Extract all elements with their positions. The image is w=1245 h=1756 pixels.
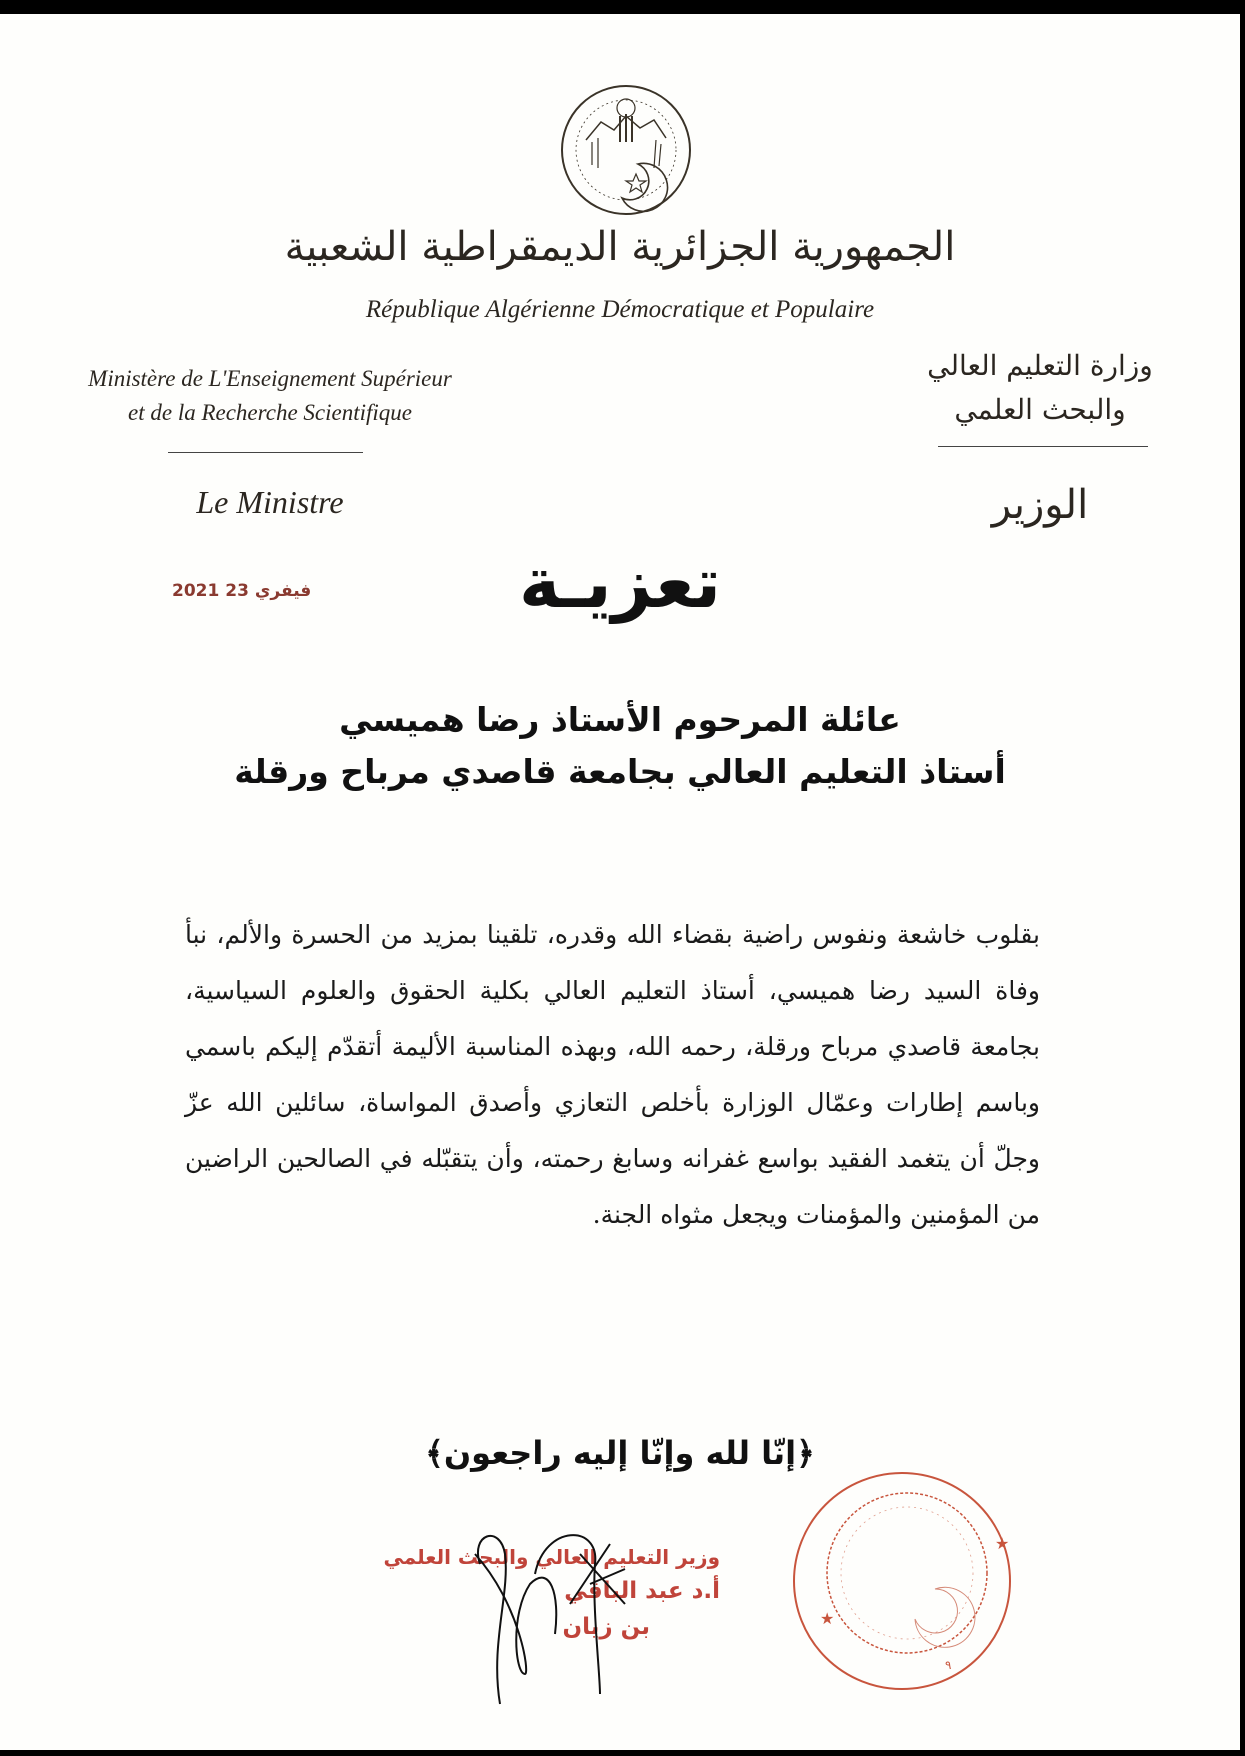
minister-title-french: Le Ministre xyxy=(196,484,344,520)
signer-surname: بن زيان xyxy=(562,1614,650,1640)
svg-text:★: ★ xyxy=(820,1609,835,1628)
addressee-line1: عائلة المرحوم الأستاذ رضا هميسي xyxy=(339,700,901,739)
document-page xyxy=(0,14,1240,1750)
ministry-ar-line2: والبحث العلمي xyxy=(954,393,1126,426)
addressee-line2: أستاذ التعليم العالي بجامعة قاصدي مرباح ورقلة xyxy=(234,752,1006,791)
ministry-name-arabic xyxy=(880,344,1200,432)
signer-title: وزير التعليم العالي والبحث العلمي xyxy=(383,1545,720,1569)
signer-name: أ.د عبد الباقي xyxy=(564,1578,720,1604)
ministry-name-french xyxy=(30,362,510,430)
divider-arabic xyxy=(938,446,1148,447)
ministry-ar-line1: وزارة التعليم العالي xyxy=(927,349,1153,382)
divider-french xyxy=(168,452,363,453)
minister-title-arabic: الوزير xyxy=(991,482,1089,528)
handwritten-signature-icon xyxy=(460,1524,660,1714)
condolence-body: بقلوب خاشعة ونفوس راضية بقضاء الله وقدره، تلقينا بمزيد من الحسرة والألم، نبأ وفاة السيد رضا هميسي، أستاذ التعليم العالي بكلية الحقوق والعلوم السياسية، بجامعة قاصدي مرباح ورقلة، رحمه الله، وبهذه المناسبة الأليمة أتقدّم إليكم باسمي وباسم إطارات وعمّال الوزارة بأخلص التعازي وأصدق المواساة، سائلين الله عزّ وجلّ أن يتغمد الفقيد بواسع غفرانه وسابغ رحمته، وأن يتقبّله في الصالحين الراضين من المؤمنين والمؤمنات ويجعل مثواه الجنة. xyxy=(185,920,1040,1229)
document-title: تعزيـة xyxy=(518,542,721,624)
republic-name-arabic: الجمهورية الجزائرية الديمقراطية الشعبية xyxy=(284,224,956,270)
algeria-national-emblem-icon xyxy=(556,80,696,220)
republic-name-french: République Algérienne Démocratique et Populaire xyxy=(365,296,875,323)
quran-verse: ﴿إنّا لله وإنّا إليه راجعون﴾ xyxy=(425,1434,815,1472)
date-stamp: 2021 فيفري 23 xyxy=(172,581,312,601)
official-seal-icon xyxy=(785,1469,1020,1694)
svg-text:٩: ٩ xyxy=(945,1658,952,1672)
ministry-fr-line2: et de la Recherche Scientifique xyxy=(128,400,412,425)
addressee xyxy=(200,694,1040,798)
svg-text:★: ★ xyxy=(995,1534,1010,1553)
ministry-fr-line1: Ministère de L'Enseignement Supérieur xyxy=(88,366,452,391)
